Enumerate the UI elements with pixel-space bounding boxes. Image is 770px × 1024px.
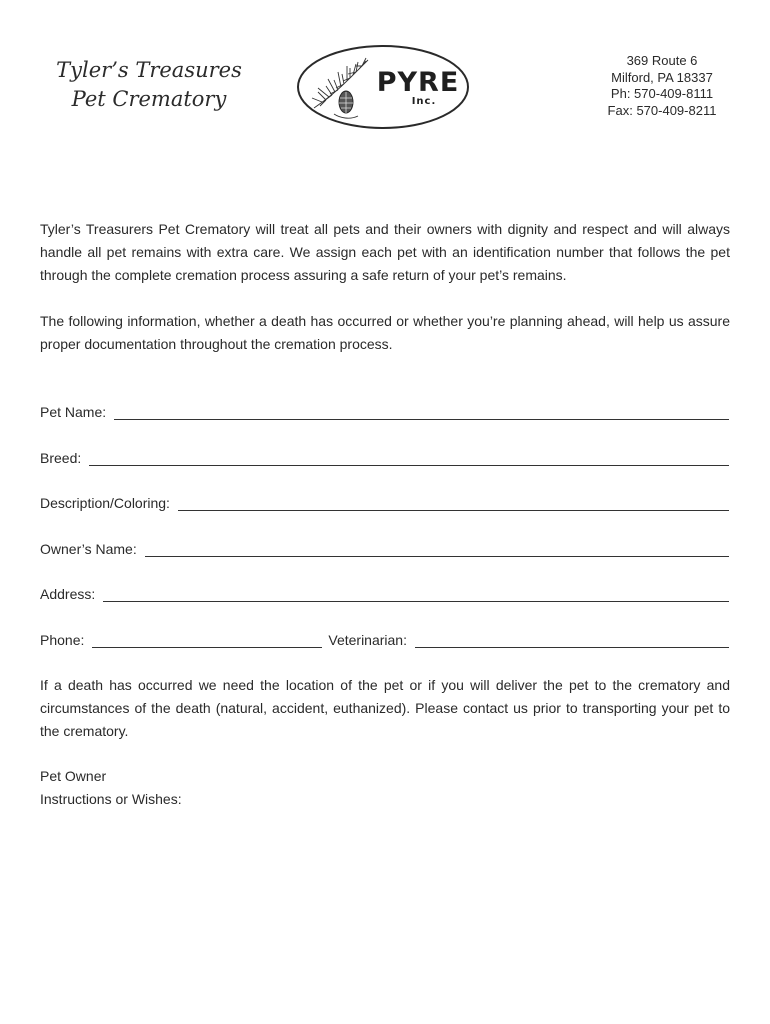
death-note-paragraph: If a death has occurred we need the location of the pet or if you will deliver the pet to the crematory and circumstances of the death (natural, accident, euthanized). Please contact us prior to transporting your pet to the crematory. (40, 677, 730, 739)
description-label: Description/Coloring: (40, 495, 170, 511)
breed-label: Breed: (40, 450, 82, 466)
owner-name-line[interactable] (145, 542, 729, 557)
intro-paragraph-1: Tyler’s Treasurers Pet Crematory will treat all pets and their owners with dignity and respect and will always handle all pet remains with extra care. We assign each pet with an identification number that follows the pet through the complete cremation process assuring a safe return of your pet’s remains. (40, 221, 730, 283)
company-name (44, 56, 254, 114)
veterinarian-line[interactable] (415, 633, 729, 648)
pet-name-field (40, 402, 729, 420)
contact-address-block (590, 53, 734, 119)
phone-number: Ph: 570-409-8111 (610, 86, 714, 101)
phone-line[interactable] (92, 633, 322, 648)
owner-instructions-line2: Instructions or Wishes: (40, 791, 182, 807)
city-state-zip: Milford, PA 18337 (611, 69, 713, 85)
owner-name-field (40, 539, 729, 557)
pet-name-label: Pet Name: (40, 404, 107, 420)
logo-subtext: Inc. (411, 96, 437, 107)
address-field (40, 584, 729, 602)
phone-label: Phone: (40, 632, 85, 648)
address-line[interactable] (103, 587, 729, 602)
pyre-logo (296, 44, 470, 130)
street-address: 369 Route 6 (626, 53, 698, 68)
pine-branch-icon (312, 58, 368, 118)
description-field (40, 493, 729, 511)
company-name-line2: Pet Crematory (71, 87, 227, 111)
owner-instructions (40, 765, 182, 811)
logo-text: PYRE (376, 67, 460, 98)
intro-paragraph-2: The following information, whether a death has occurred or whether you’re planning ahead, will help us assure proper documentation throughout the cremation process. (40, 313, 730, 352)
address-label: Address: (40, 586, 96, 602)
phone-vet-field (40, 630, 729, 648)
owner-name-label: Owner’s Name: (40, 541, 137, 557)
description-line[interactable] (178, 496, 729, 511)
breed-line[interactable] (89, 451, 729, 466)
pet-name-line[interactable] (114, 405, 729, 420)
fax-number: Fax: 570-409-8211 (607, 102, 717, 118)
company-name-line1: Tyler’s Treasures (56, 58, 242, 82)
owner-instructions-line1: Pet Owner (40, 768, 107, 784)
breed-field (40, 448, 729, 466)
veterinarian-label: Veterinarian: (328, 632, 407, 648)
